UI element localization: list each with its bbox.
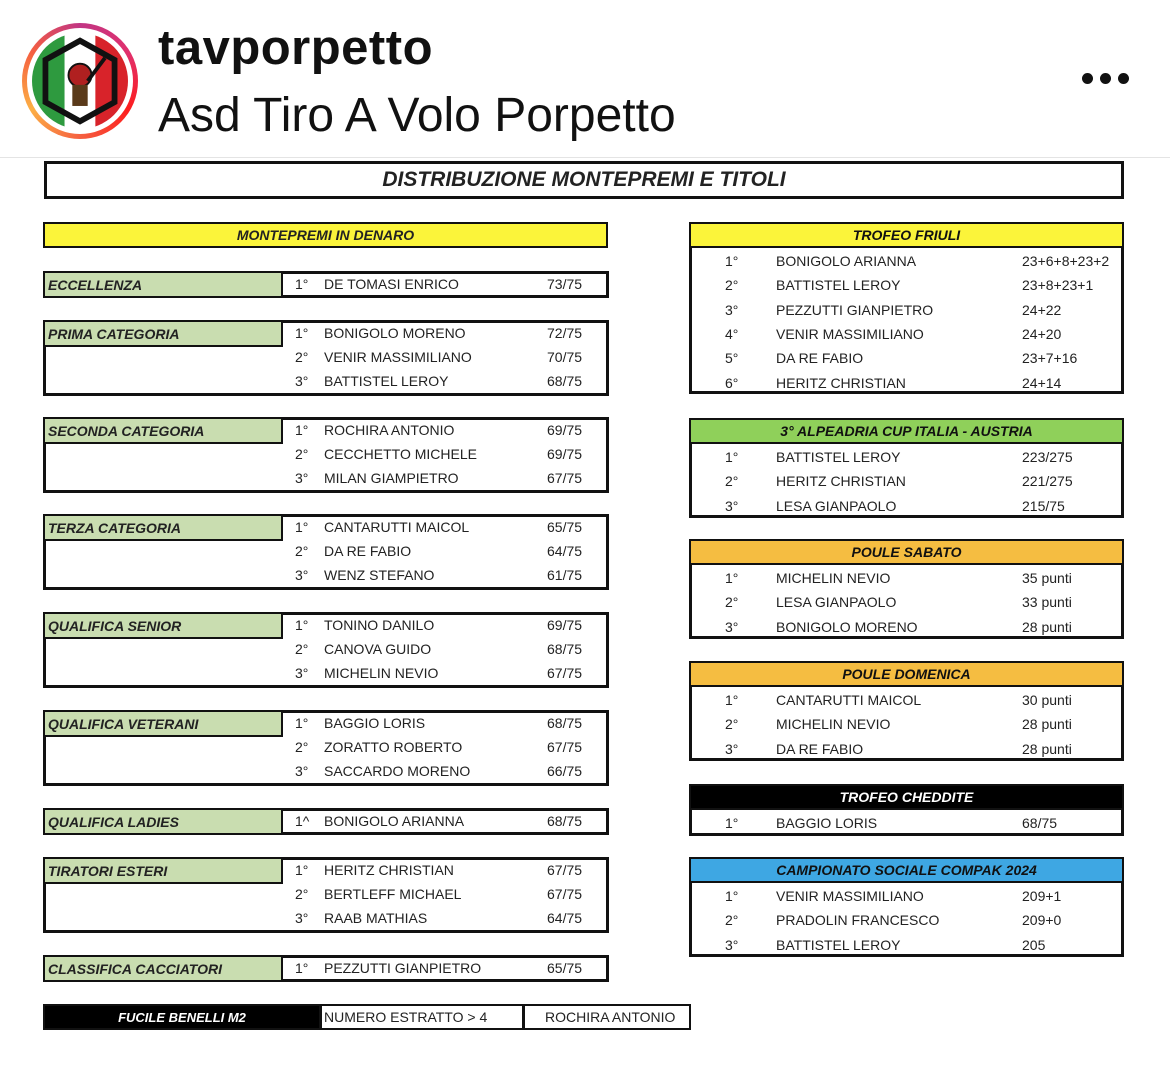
result-name: WENZ STEFANO [324, 567, 435, 583]
result-position: 2° [295, 739, 309, 755]
more-options-icon[interactable] [1080, 70, 1132, 86]
result-score: 67/75 [547, 886, 583, 902]
trophy-score: 24+14 [1022, 374, 1062, 391]
result-name: MICHELIN NEVIO [324, 665, 439, 681]
result-name: BERTLEFF MICHAEL [324, 886, 462, 902]
trophy-position: 2° [725, 912, 739, 929]
trophy-position: 2° [725, 277, 739, 294]
result-name: VENIR MASSIMILIANO [324, 349, 472, 365]
trophy-position: 1° [725, 692, 739, 708]
trophy-position: 2° [725, 473, 739, 490]
trophy-score: 33 punti [1022, 594, 1072, 611]
result-name: BONIGOLO ARIANNA [324, 813, 465, 829]
document-title: DISTRIBUZIONE MONTEPREMI E TITOLI [382, 168, 786, 191]
result-name: TONINO DANILO [324, 617, 435, 633]
trophy-score: 24+20 [1022, 325, 1062, 342]
trophy-position: 3° [725, 618, 739, 635]
trophy-position: 3° [725, 740, 739, 757]
result-name: SACCARDO MORENO [324, 763, 471, 779]
fucile-winner: ROCHIRA ANTONIO [545, 1009, 676, 1025]
result-name: BATTISTEL LEROY [324, 373, 449, 389]
result-score: 66/75 [547, 763, 583, 779]
trophy-position: 3° [725, 936, 739, 953]
trophy-score: 23+6+8+23+2 [1022, 253, 1110, 269]
trophy-position: 4° [725, 325, 739, 342]
trophy-score: 28 punti [1022, 618, 1072, 635]
result-position: 2° [295, 543, 309, 559]
result-position: 2° [295, 446, 309, 462]
result-score: 67/75 [547, 470, 583, 486]
trophy-score: 209+1 [1022, 888, 1062, 904]
trophy-name: PRADOLIN FRANCESCO [776, 912, 940, 929]
post-header [0, 0, 1170, 158]
result-score: 68/75 [547, 373, 583, 389]
result-name: CANTARUTTI MAICOL [324, 519, 470, 535]
trophy-name: BATTISTEL LEROY [776, 449, 901, 465]
result-name: DE TOMASI ENRICO [324, 276, 459, 292]
fucile-numero: NUMERO ESTRATTO > 4 [324, 1009, 488, 1025]
result-position: 3° [295, 373, 309, 389]
montepremi-header: MONTEPREMI IN DENARO [43, 222, 608, 248]
trophy-position: 6° [725, 374, 739, 391]
result-position: 1° [295, 960, 309, 976]
result-position: 2° [295, 349, 309, 365]
result-score: 72/75 [547, 325, 583, 341]
trophy-name: BAGGIO LORIS [776, 815, 878, 831]
trophy-name: HERITZ CHRISTIAN [776, 374, 906, 391]
result-name: MILAN GIAMPIETRO [324, 470, 459, 486]
result-position: 1° [295, 519, 309, 535]
trophy-score: 30 punti [1022, 692, 1072, 708]
trophy-position: 1° [725, 570, 739, 586]
trophy-name: DA RE FABIO [776, 740, 864, 757]
result-score: 65/75 [547, 519, 583, 535]
result-score: 68/75 [547, 715, 583, 731]
trophy-score: 28 punti [1022, 716, 1072, 733]
result-name: CANOVA GUIDO [324, 641, 432, 657]
trophy-score: 68/75 [1022, 815, 1058, 831]
trophy-name: VENIR MASSIMILIANO [776, 325, 924, 342]
trophy-position: 2° [725, 594, 739, 611]
result-position: 2° [295, 886, 309, 902]
trophy-name: LESA GIANPAOLO [776, 497, 897, 514]
trophy-header: 3° ALPEADRIA CUP ITALIA - AUSTRIA [689, 418, 1124, 444]
trophy-header: CAMPIONATO SOCIALE COMPAK 2024 [689, 857, 1124, 883]
avatar[interactable] [22, 23, 138, 139]
trophy-name: LESA GIANPAOLO [776, 594, 897, 611]
result-position: 1° [295, 422, 309, 438]
trophy-score: 35 punti [1022, 570, 1072, 586]
trophy-score: 28 punti [1022, 740, 1072, 757]
result-score: 65/75 [547, 960, 583, 976]
result-position: 1° [295, 276, 309, 292]
trophy-header: POULE DOMENICA [689, 661, 1124, 687]
result-position: 3° [295, 567, 309, 583]
result-position: 1° [295, 715, 309, 731]
category-label: TIRATORI ESTERI [43, 857, 283, 884]
category-label: TERZA CATEGORIA [43, 514, 283, 541]
trophy-position: 3° [725, 497, 739, 514]
account-fullname: Asd Tiro A Volo Porpetto [158, 89, 676, 142]
result-name: BONIGOLO MORENO [324, 325, 466, 341]
category-label: QUALIFICA LADIES [43, 808, 283, 835]
trophy-name: MICHELIN NEVIO [776, 570, 891, 586]
trophy-header: TROFEO FRIULI [689, 222, 1124, 248]
result-position: 1^ [295, 813, 310, 829]
trophy-name: BONIGOLO MORENO [776, 618, 918, 635]
result-name: ZORATTO ROBERTO [324, 739, 463, 755]
result-position: 1° [295, 862, 309, 878]
category-label: PRIMA CATEGORIA [43, 320, 283, 347]
result-position: 3° [295, 470, 309, 486]
account-username[interactable]: tavporpetto [158, 21, 433, 75]
category-label: ECCELLENZA [43, 271, 283, 298]
result-score: 69/75 [547, 617, 583, 633]
category-label: QUALIFICA SENIOR [43, 612, 283, 639]
trophy-name: DA RE FABIO [776, 350, 864, 367]
result-score: 61/75 [547, 567, 583, 583]
category-label: CLASSIFICA CACCIATORI [43, 955, 283, 982]
trophy-score: 221/275 [1022, 473, 1073, 490]
trophy-position: 1° [725, 253, 739, 269]
result-position: 1° [295, 325, 309, 341]
result-name: PEZZUTTI GIANPIETRO [324, 960, 482, 976]
result-name: BAGGIO LORIS [324, 715, 426, 731]
trophy-score: 23+7+16 [1022, 350, 1078, 367]
fucile-label: FUCILE BENELLI M2 [43, 1004, 321, 1030]
result-position: 3° [295, 665, 309, 681]
result-score: 67/75 [547, 739, 583, 755]
trophy-name: BONIGOLO ARIANNA [776, 253, 917, 269]
result-score: 67/75 [547, 665, 583, 681]
trophy-score: 215/75 [1022, 497, 1065, 514]
result-name: ROCHIRA ANTONIO [324, 422, 455, 438]
trophy-score: 223/275 [1022, 449, 1073, 465]
trophy-header: POULE SABATO [689, 539, 1124, 565]
results-document [0, 159, 1170, 1067]
result-position: 1° [295, 617, 309, 633]
trophy-position: 1° [725, 815, 739, 831]
result-name: CECCHETTO MICHELE [324, 446, 477, 462]
trophy-position: 2° [725, 716, 739, 733]
trophy-name: VENIR MASSIMILIANO [776, 888, 924, 904]
result-score: 70/75 [547, 349, 583, 365]
trophy-name: BATTISTEL LEROY [776, 936, 901, 953]
result-score: 64/75 [547, 543, 583, 559]
trophy-name: BATTISTEL LEROY [776, 277, 901, 294]
trophy-name: HERITZ CHRISTIAN [776, 473, 906, 490]
result-score: 68/75 [547, 641, 583, 657]
trophy-name: CANTARUTTI MAICOL [776, 692, 922, 708]
trophy-position: 1° [725, 449, 739, 465]
trophy-position: 3° [725, 301, 739, 318]
result-score: 69/75 [547, 422, 583, 438]
trophy-name: MICHELIN NEVIO [776, 716, 891, 733]
result-name: RAAB MATHIAS [324, 910, 428, 926]
trophy-score: 209+0 [1022, 912, 1062, 929]
trophy-position: 5° [725, 350, 739, 367]
result-position: 2° [295, 641, 309, 657]
club-logo-icon [32, 33, 128, 129]
trophy-score: 23+8+23+1 [1022, 277, 1094, 294]
trophy-score: 24+22 [1022, 301, 1062, 318]
result-score: 67/75 [547, 862, 583, 878]
result-position: 3° [295, 763, 309, 779]
result-score: 68/75 [547, 813, 583, 829]
trophy-header: TROFEO CHEDDITE [689, 784, 1124, 810]
result-score: 73/75 [547, 276, 583, 292]
category-label: QUALIFICA VETERANI [43, 710, 283, 737]
trophy-position: 1° [725, 888, 739, 904]
trophy-score: 205 [1022, 936, 1046, 953]
result-score: 64/75 [547, 910, 583, 926]
result-position: 3° [295, 910, 309, 926]
trophy-name: PEZZUTTI GIANPIETRO [776, 301, 934, 318]
result-name: HERITZ CHRISTIAN [324, 862, 454, 878]
category-label: SECONDA CATEGORIA [43, 417, 283, 444]
result-name: DA RE FABIO [324, 543, 412, 559]
result-score: 69/75 [547, 446, 583, 462]
